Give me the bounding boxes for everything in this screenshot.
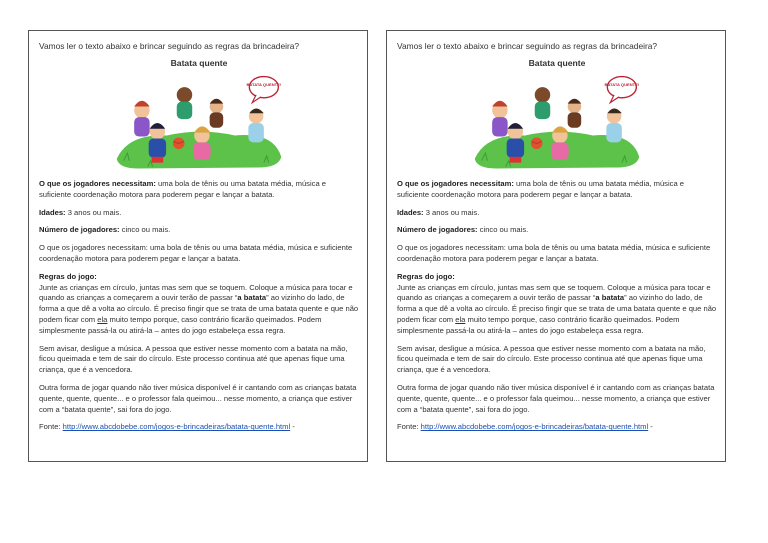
- rules-underlined: ela: [97, 314, 108, 324]
- players-text: cinco ou mais.: [477, 225, 529, 235]
- intro-question: Vamos ler o texto abaixo e brincar seguindo as regras da brincadeira?: [39, 41, 300, 51]
- rules-paragraph: [397, 272, 717, 337]
- alternative-paragraph: Outra forma de jogar quando não tiver música disponível é ir cantando com as crianças batata quente, quente, quente... e o professor fala queimou... nesse momento, a criança que estiver com a “batata quente”, sai fora do jogo.: [397, 382, 715, 414]
- activity-card-right: [386, 30, 726, 462]
- needs-repeat-paragraph: O que os jogadores necessitam: uma bola de tênis ou uma batata média, música e suficiente coordenação motora para poderem pegar e lançar a batata.: [397, 243, 711, 263]
- rules-label: Regras do jogo:: [39, 271, 97, 281]
- source-suffix: -: [290, 422, 295, 432]
- source-label: Fonte:: [39, 422, 63, 432]
- needs-text: uma bola de tênis ou uma batata média, música e suficiente coordenação motora para poderem pegar e lançar a batata.: [39, 179, 327, 199]
- ages-text: 3 anos ou mais.: [65, 207, 122, 217]
- needs-label: O que os jogadores necessitam:: [39, 179, 156, 188]
- ages-paragraph: [397, 208, 717, 219]
- stop-paragraph: Sem avisar, desligue a música. A pessoa que estiver nesse momento com a batata na mão, ficou queimada e tem de sair do círculo. Este processo continua até que apenas fique uma criança, que é a vencedora.: [39, 343, 348, 375]
- needs-text: uma bola de tênis ou uma batata média, música e suficiente coordenação motora para poderem pegar e lançar a batata.: [397, 179, 685, 199]
- alternative-paragraph: Outra forma de jogar quando não tiver música disponível é ir cantando com as crianças batata quente, quente, quente... e o professor fala queimou... nesse momento, a criança que estiver com a “batata quente”, sai fora do jogo.: [39, 382, 357, 414]
- ages-label: Idades:: [397, 207, 424, 217]
- source-link[interactable]: http://www.abcdobebe.com/jogos-e-brincadeiras/batata-quente.html: [62, 422, 291, 432]
- intro-question: Vamos ler o texto abaixo e brincar seguindo as regras da brincadeira?: [397, 41, 658, 51]
- source-link[interactable]: http://www.abcdobebe.com/jogos-e-brincadeiras/batata-quente.html: [420, 422, 649, 432]
- players-label: Número de jogadores:: [39, 225, 120, 235]
- players-label: Número de jogadores:: [397, 225, 478, 235]
- needs-paragraph: [397, 179, 717, 201]
- children-playing-hot-potato-illustration: [467, 72, 647, 172]
- rules-text-c: muito tempo porque, caso contrário ficarão queimados. Podem simplesmente passá-la ou atirá-la – antes do jogo estabeleça essa regra.: [39, 314, 322, 335]
- activity-card-left: [28, 30, 368, 462]
- players-paragraph: [39, 225, 359, 236]
- ages-paragraph: [39, 208, 359, 219]
- speech-bubble-text: BATATA QUENTE!: [604, 82, 640, 88]
- ages-text: 3 anos ou mais.: [423, 207, 480, 217]
- rules-text-a: Junte as crianças em círculo, juntas mas sem que se toquem. Coloque a música para tocar e quando as crianças a começarem a ouvir terão de passar “: [39, 282, 353, 303]
- rules-text-a: Junte as crianças em círculo, juntas mas sem que se toquem. Coloque a música para tocar e quando as crianças a começarem a ouvir terão de passar “: [397, 282, 711, 303]
- rules-text-c: muito tempo porque, caso contrário ficarão queimados. Podem simplesmente passá-la ou atirá-la – antes do jogo estabeleça essa regra.: [397, 314, 680, 335]
- speech-bubble-text: BATATA QUENTE!: [246, 82, 282, 88]
- rules-paragraph: [39, 272, 359, 337]
- needs-repeat-paragraph: O que os jogadores necessitam: uma bola de tênis ou uma batata média, música e suficiente coordenação motora para poderem pegar e lançar a batata.: [39, 243, 353, 263]
- activity-title: Batata quente: [170, 58, 228, 68]
- rules-text-b: ” ao vizinho do lado, de forma a que dê a volta ao círculo. É preciso fingir que se trata de uma batata quente e que não podem ficar com: [397, 293, 717, 324]
- rules-text-b: ” ao vizinho do lado, de forma a que dê a volta ao círculo. É preciso fingir que se trata de uma batata quente e que não podem ficar com: [39, 293, 359, 324]
- rules-underlined: ela: [455, 314, 466, 324]
- stop-paragraph: Sem avisar, desligue a música. A pessoa que estiver nesse momento com a batata na mão, ficou queimada e tem de sair do círculo. Este processo continua até que apenas fique uma criança, que é a vencedora.: [397, 343, 706, 375]
- rules-bold: a batata: [595, 293, 625, 303]
- rules-bold: a batata: [237, 293, 267, 303]
- players-paragraph: [397, 225, 717, 236]
- needs-label: O que os jogadores necessitam:: [397, 179, 514, 188]
- ages-label: Idades:: [39, 207, 66, 217]
- activity-title: Batata quente: [528, 58, 586, 68]
- source-paragraph: [397, 422, 717, 433]
- players-text: cinco ou mais.: [119, 225, 171, 235]
- source-suffix: -: [648, 422, 653, 432]
- source-paragraph: [39, 422, 359, 433]
- rules-label: Regras do jogo:: [397, 271, 455, 281]
- source-label: Fonte:: [397, 422, 421, 432]
- needs-paragraph: [39, 179, 359, 201]
- children-playing-hot-potato-illustration: [109, 72, 289, 172]
